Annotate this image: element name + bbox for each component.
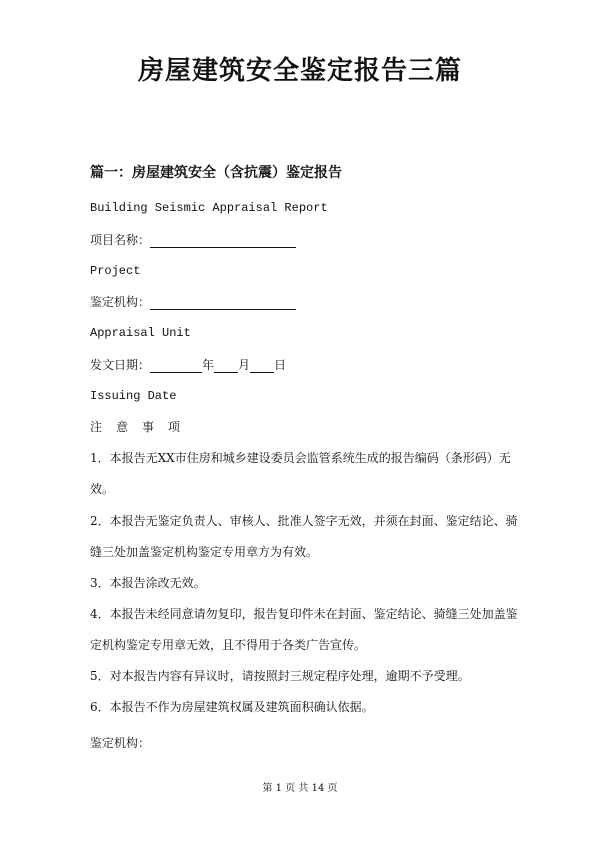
month-field[interactable] xyxy=(214,358,238,373)
appraisal-unit-row xyxy=(90,294,296,310)
notice-title: 注意事项 xyxy=(90,420,195,434)
issuing-date-label: 发文日期： xyxy=(90,358,151,372)
day-field[interactable] xyxy=(250,358,274,373)
notice-item-6: 6．本报告不作为房屋建筑权属及建筑面积确认依据。 xyxy=(90,700,374,714)
project-english-label: Project xyxy=(90,264,141,278)
day-label: 日 xyxy=(274,358,287,372)
notice-item-2: 2．本报告无鉴定负责人、审核人、批准人签字无效，并须在封面、鉴定结论、骑缝三处加盖鉴定机构鉴定专用章方为有效。 xyxy=(90,514,518,559)
notice-item-3: 3．本报告涂改无效。 xyxy=(90,576,206,590)
issuing-date-english-label: Issuing Date xyxy=(90,389,177,403)
section-title: 篇一：房屋建筑安全（含抗震）鉴定报告 xyxy=(90,165,342,181)
page-number: 第 1 页 共 14 页 xyxy=(262,783,338,794)
issuing-date-row xyxy=(90,357,286,373)
notice-item-5: 5．对本报告内容有异议时，请按照封三规定程序处理，逾期不予受理。 xyxy=(90,669,470,683)
appraisal-unit-label: 鉴定机构： xyxy=(90,295,151,309)
english-report-title: Building Seismic Appraisal Report xyxy=(90,201,328,215)
project-name-label: 项目名称： xyxy=(90,233,151,247)
year-field[interactable] xyxy=(150,358,202,373)
appraisal-unit-field[interactable] xyxy=(150,295,296,310)
appraisal-unit-english-label: Appraisal Unit xyxy=(90,326,191,340)
project-name-field[interactable] xyxy=(150,233,296,248)
notice-item-1: 1．本报告无XX市住房和城乡建设委员会监管系统生成的报告编码（条形码）无效。 xyxy=(90,451,511,496)
closing-appraisal-unit-label: 鉴定机构： xyxy=(90,736,151,750)
year-label: 年 xyxy=(202,358,215,372)
month-label: 月 xyxy=(238,358,251,372)
page-title: 房屋建筑安全鉴定报告三篇 xyxy=(137,56,462,86)
project-name-row xyxy=(90,232,296,248)
notice-item-4: 4．本报告未经同意请勿复印，报告复印件未在封面、鉴定结论、骑缝三处加盖鉴定机构鉴定专用章无效，且不得用于各类广告宣传。 xyxy=(90,607,518,652)
